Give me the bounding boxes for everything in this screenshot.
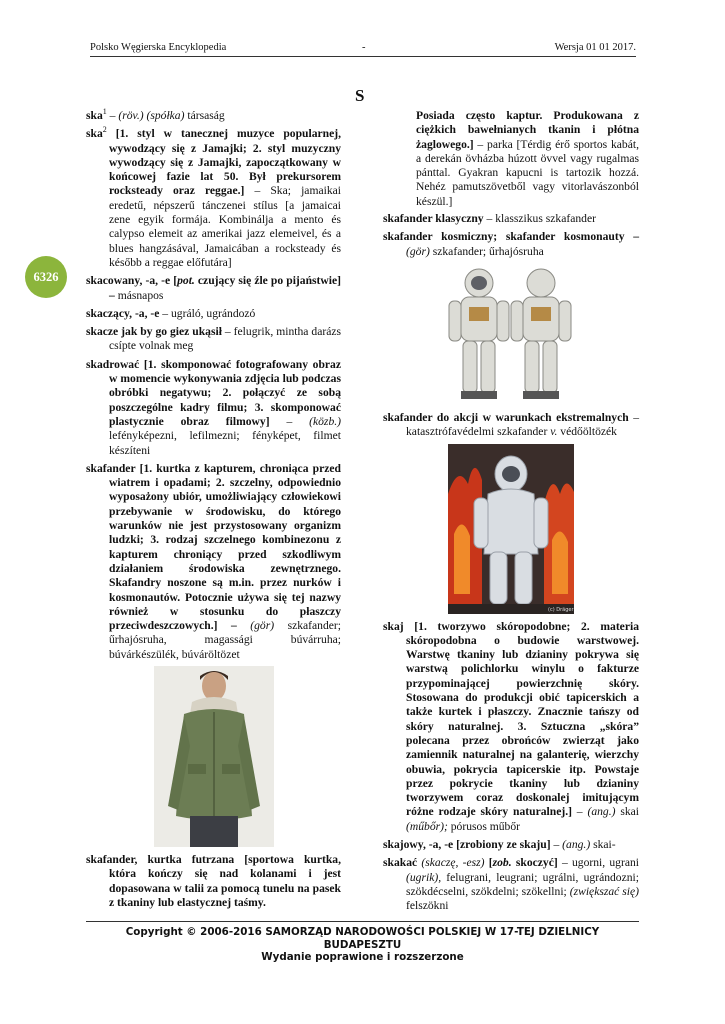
entry-ska-2: ska$^2$ [1. styl w tanecznej muzyce popularnej, wywodzący się z Jamajki; 2. styl muzyczny wywodzący się z Jamajki, zapoczątkowany w końcowej fazie lat 50. Był prekursorem rocksteady oraz reggae.] – Ska; jamaikai eredetű, népszerű tánczenei stílus [a jamaicai zene egyik formája. Kombinálja a mento és calypso elemeit az amerikai jazz elemeivel, és a blues hangzásával, Jamaicában a rocksteady és később a reggae előfutára] xyxy=(86,125,341,269)
space-suits-illustration xyxy=(441,263,581,405)
section-letter: S xyxy=(355,86,365,105)
entry-skafander-kurtka-continued: Posiada często kaptur. Produkowana z ciężkich bawełnianych tkanin i płótna żaglowego.] – parka [Térdig érő sportos kabát, a derekán övházba húzott övvel vagy rugalmas pánttal. Gyakran kapucni is tartozik hozzá. Nehéz pamutszövetből vagy vitorlavászonból készül.] xyxy=(416,109,639,208)
right-column xyxy=(383,109,639,918)
entry-skakac: skakać (skaczę, -esz) [zob. skoczyć] – ugorni, ugrani (ugrik), felugrani, leugrani; ugrálni, ugrándozni; szökdécselni, szökdelni; szökellni; (zwiększać się) felszökni xyxy=(383,856,639,913)
header-separator: - xyxy=(362,42,366,53)
entry-skadrowac: skadrować [1. skomponować fotografowany obraz w momencie wykonywania zdjęcia lub podczas obróbki negatywu; 2. połączyć ze sobą poszczególne kadry filmu; 3. skomponować plastycznie obraz filmowy] – (közb.) lefényképezni, lefilmezni; fényképet, filmet készíteni xyxy=(86,357,341,457)
image-credit: (c) Dräger xyxy=(548,606,574,613)
entry-skajowy: skajowy, -a, -e [zrobiony ze skaju] – (ang.) skai- xyxy=(383,838,616,852)
page-number-badge: 6326 xyxy=(25,256,67,298)
protective-suit-fire-photo xyxy=(448,444,574,614)
entry-skafander: skafander [1. kurtka z kapturem, chroniąca przed wiatrem i opadami; 2. szczelny, odpowiednio wyposażony ubiór, umożliwiający człowiekowi przebywanie w środowisku, do którego warunków nie jest przystosowany organizm ludzki; 3. rodzaj szczelnego kombinezonu z kapturem chroniący przed szkodliwym działaniem środowiska zewnętrznego. Skafandry noszone są m.in. przez nurków i kosmonautów. Potocznie używa się tej nazwy również w stosunku do płaszczy przeciwdeszczowych.] – (gör) szkafander; űrhajósruha, magassági búvárruha; búvárkészülék, búváröltözet xyxy=(86,461,342,661)
entry-skafander-klasyczny: skafander klasyczny – klasszikus szkafander xyxy=(383,212,596,226)
entry-skafander-kosmiczny: skafander kosmiczny; skafander kosmonauty – (gör) szkafander; űrhajósruha xyxy=(383,230,639,258)
page-header xyxy=(90,42,636,57)
left-column xyxy=(86,109,341,914)
entry-skacowany: skacowany, -a, -e [pot. czujący się źle po pijaństwie] – másnapos xyxy=(86,274,342,302)
page-footer xyxy=(86,921,639,964)
footer-edition: Wydanie poprawione i rozszerzone xyxy=(261,951,464,963)
entry-skaczacy: skaczący, -a, -e – ugráló, ugrándozó xyxy=(86,306,256,320)
footer-copyright: Copyright © 2006-2016 SAMORZĄD NARODOWOŚCI POLSKIEJ W 17-TEJ DZIELNICY BUDAPESZTU xyxy=(125,926,600,951)
entry-skaj: skaj [1. tworzywo skóropodobne; 2. materia skóropodobna o budowie warstwowej. Warstwę tkaniny lub dzianiny pokrywa się warstwą polichlorku winylu o fakturze przypominającej powierzchnię skóry. Stosowana do produkcji obić tapicerskich a także kurtek i płaszczy. Znacznie tańszy od skóry naturalnej. 3. Sztuczna „skóra” polecana przez obrońców zwierząt jako zamiennik naturalnej na galanterię, wierzchy obuwia, pokrycia tapicerskie itp. Powstaje przez pokrycie tkaniny lub dzianiny tworzywem coraz doskonalej imitującym różne rodzaje skóry naturalnej.] – (ang.) skai (műbőr); pórusos műbőr xyxy=(383,619,639,833)
entry-skacze: skacze jak by go giez ukąsił – felugrik, mintha darázs csípte volnak meg xyxy=(86,325,342,353)
header-title: Polsko Węgierska Encyklopedia xyxy=(90,42,227,53)
entry-skafander-ekstremalny: skafander do akcji w warunkach ekstremalnych – katasztrófavédelmi szkafander v. védőöltözék xyxy=(383,410,639,439)
entry-ska-1: ska$^1$ – (röv.) (spółka) társaság xyxy=(86,107,225,122)
entry-skafander-kurtka: skafander, kurtka futrzana [sportowa kurtka, która kończy się nad kolanami i jest dopasowana w talii za pomocą tunelu na pasek z tkaniny lub elastycznej taśmy. xyxy=(86,852,341,909)
parka-jacket-photo xyxy=(154,666,274,847)
header-version: Wersja 01 01 2017. xyxy=(554,42,636,53)
